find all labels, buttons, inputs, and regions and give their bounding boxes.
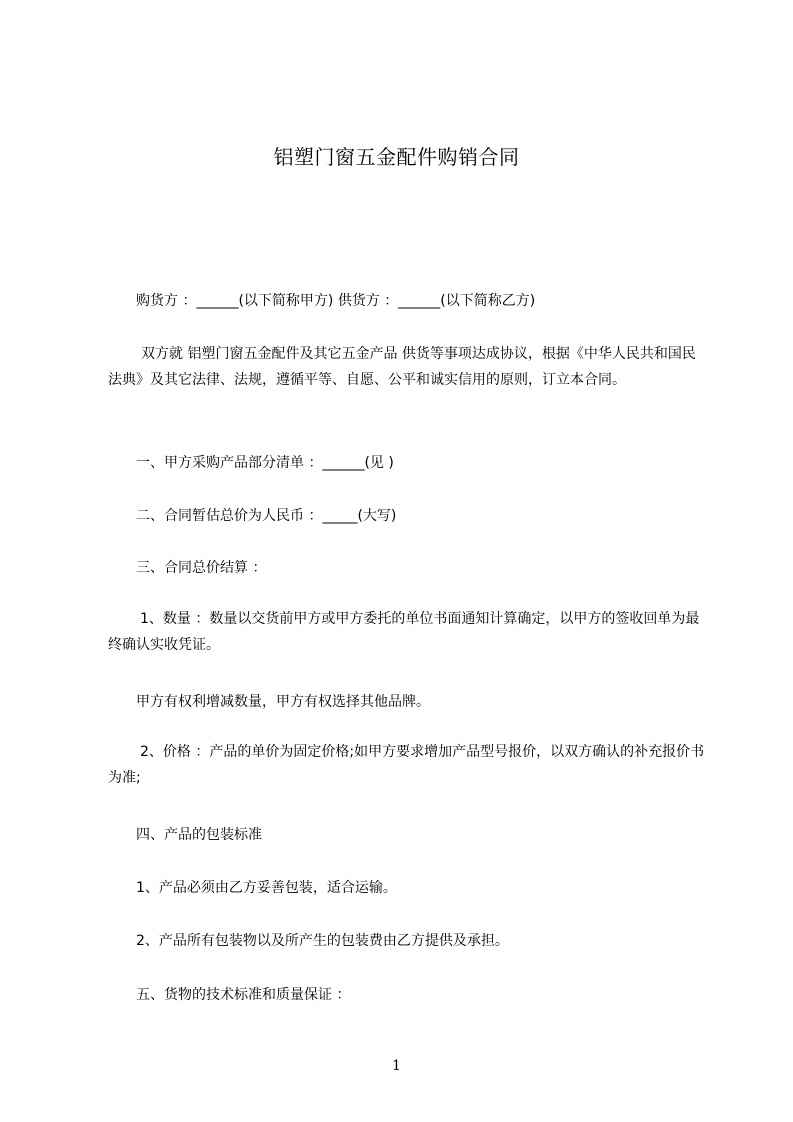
price-paragraph: 2、价格 ：产品的单价为固定价格;如甲方要求增加产品型号报价，以双方确认的补充报价书为准; xyxy=(108,744,705,786)
parties-line: 购货方 ：______(以下简称甲方) 供货方 ：______(以下简称乙方) xyxy=(136,293,536,309)
page-number: 1 xyxy=(392,1058,401,1074)
packaging-item-2: 2、产品所有包装物以及所产生的包装费由乙方提供及承担。 xyxy=(136,933,509,949)
section-1-heading: 一、甲方采购产品部分清单 ：______(见 ) xyxy=(136,455,394,471)
quantity-paragraph: 1、数量 ：数量以交货前甲方或甲方委托的单位书面通知计算确定，以甲方的签收回单为最终确认实收凭证。 xyxy=(108,611,700,653)
section-5-heading: 五、货物的技术标准和质量保证 ： xyxy=(136,987,351,1003)
packaging-item-1: 1、产品必须由乙方妥善包装，适合运输。 xyxy=(136,880,397,896)
intro-paragraph: 双方就 铝塑门窗五金配件及其它五金产品 供货等事项达成协议，根据《中华人民共和国民法典》及其它法律、法规，遵循平等、自愿、公平和诚实信用的原则，订立本合同。 xyxy=(108,346,696,388)
section-3-heading: 三、合同总价结算 ： xyxy=(136,560,267,576)
section-4-heading: 四、产品的包装标准 xyxy=(136,827,262,843)
section-2-heading: 二、合同暂估总价为人民币 ：_____(大写) xyxy=(136,508,397,524)
quantity-rights-paragraph: 甲方有权利增减数量，甲方有权选择其他品牌。 xyxy=(136,694,430,710)
document-title: 铝塑门窗五金配件购销合同 xyxy=(273,145,520,169)
